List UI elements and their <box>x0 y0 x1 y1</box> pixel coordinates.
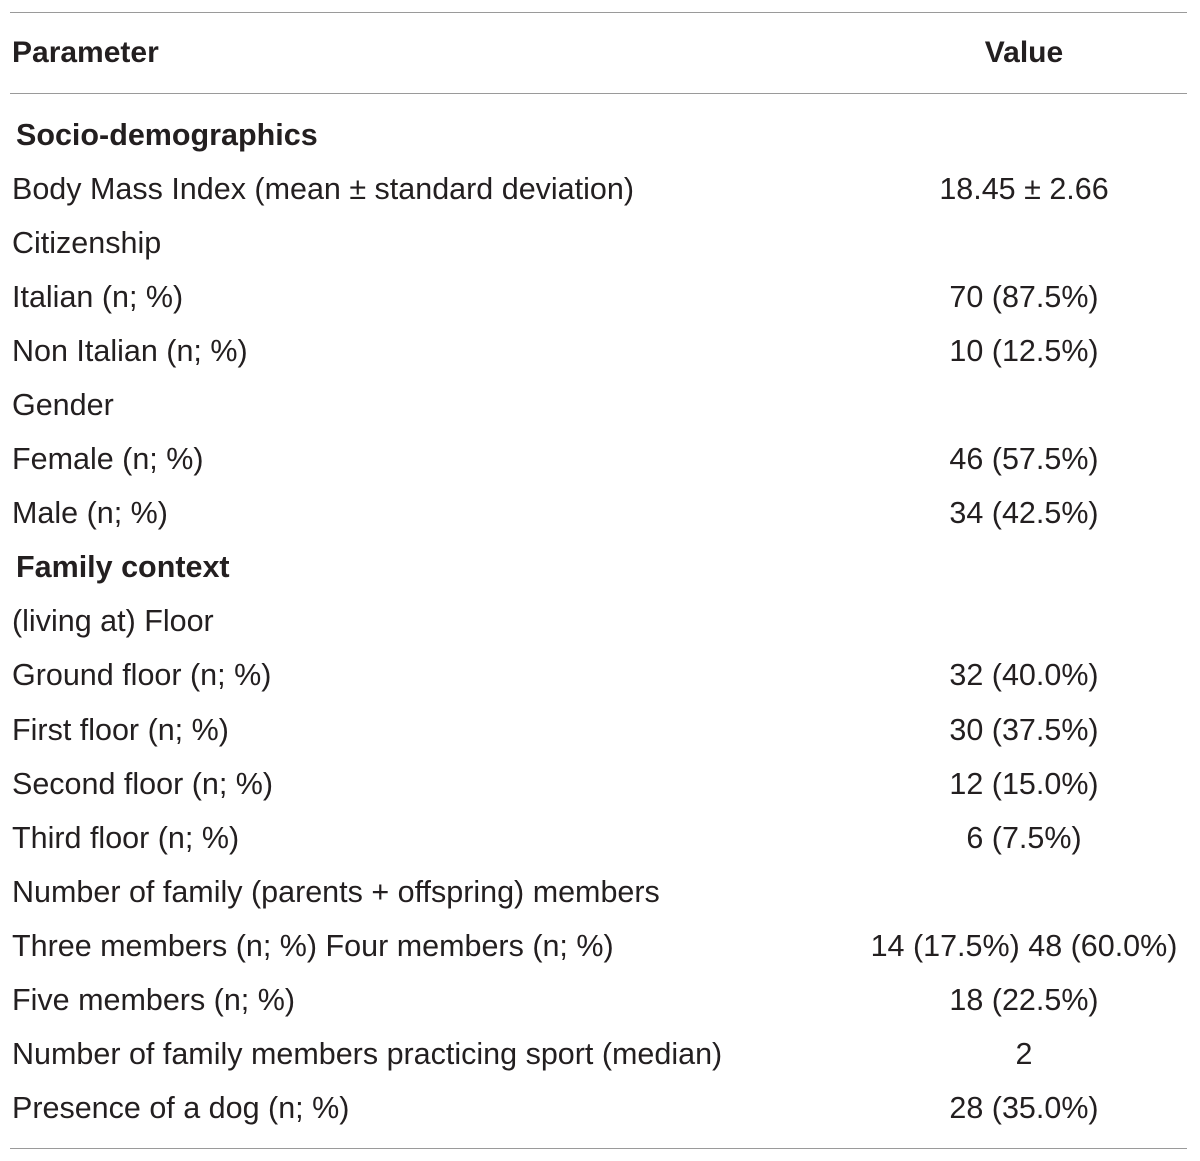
data-table <box>10 12 1187 1149</box>
parameter-cell: Third floor (n; %) <box>12 820 240 855</box>
bottom-rule <box>10 1148 1187 1149</box>
table-row <box>10 1082 1187 1136</box>
parameter-cell: Female (n; %) <box>12 442 204 477</box>
parameter-cell: Citizenship <box>12 225 162 260</box>
parameter-cell: (living at) Floor <box>12 604 214 639</box>
value-cell: 32 (40.0%) <box>949 658 1099 693</box>
value-cell: 2 <box>1015 1037 1033 1072</box>
parameter-cell: Second floor (n; %) <box>12 766 274 801</box>
table-row <box>10 919 1187 973</box>
value-cell: 14 (17.5%) 48 (60.0%) <box>870 928 1178 963</box>
table-row <box>10 324 1187 378</box>
table-row <box>10 595 1187 649</box>
value-cell: 12 (15.0%) <box>949 766 1099 801</box>
value-cell: 70 (87.5%) <box>949 279 1099 314</box>
value-cell: 10 (12.5%) <box>949 333 1099 368</box>
table-row <box>10 1028 1187 1082</box>
table-row <box>10 378 1187 432</box>
table-row <box>10 270 1187 324</box>
table-row <box>10 216 1187 270</box>
value-cell: 18.45 ± 2.66 <box>939 171 1109 206</box>
header-value: Value <box>984 36 1064 69</box>
table-row <box>10 162 1187 216</box>
value-cell: 30 (37.5%) <box>949 712 1099 747</box>
table-row <box>10 649 1187 703</box>
table-row <box>10 703 1187 757</box>
parameter-cell: Number of family members practicing sport (median) <box>12 1037 723 1072</box>
header-parameter: Parameter <box>12 36 159 69</box>
table-row <box>10 974 1187 1028</box>
section-header-row <box>10 541 1187 595</box>
table-row <box>10 487 1187 541</box>
value-cell: 18 (22.5%) <box>949 983 1099 1018</box>
table-row <box>10 757 1187 811</box>
parameter-cell: Ground floor (n; %) <box>12 658 272 693</box>
parameter-cell: Non Italian (n; %) <box>12 333 248 368</box>
parameter-cell: Five members (n; %) <box>12 983 296 1018</box>
parameter-cell: Male (n; %) <box>12 496 168 531</box>
table-row <box>10 811 1187 865</box>
table-row <box>10 865 1187 919</box>
parameter-cell: Italian (n; %) <box>12 279 184 314</box>
parameter-cell: First floor (n; %) <box>12 712 229 747</box>
value-cell: 28 (35.0%) <box>949 1091 1099 1126</box>
table-body <box>10 94 1187 1148</box>
section-header-row <box>10 108 1187 162</box>
table-row <box>10 433 1187 487</box>
section-title: Family context <box>16 550 230 585</box>
parameter-cell: Number of family (parents + offspring) members <box>12 874 660 909</box>
parameter-cell: Gender <box>12 388 114 423</box>
parameter-cell: Three members (n; %) Four members (n; %) <box>12 928 614 963</box>
parameter-cell: Presence of a dog (n; %) <box>12 1091 350 1126</box>
value-cell: 34 (42.5%) <box>949 496 1099 531</box>
value-cell: 6 (7.5%) <box>966 820 1082 855</box>
value-cell: 46 (57.5%) <box>949 442 1099 477</box>
section-title: Socio-demographics <box>16 117 318 152</box>
table-header <box>10 13 1187 93</box>
parameter-cell: Body Mass Index (mean ± standard deviation) <box>12 171 634 206</box>
